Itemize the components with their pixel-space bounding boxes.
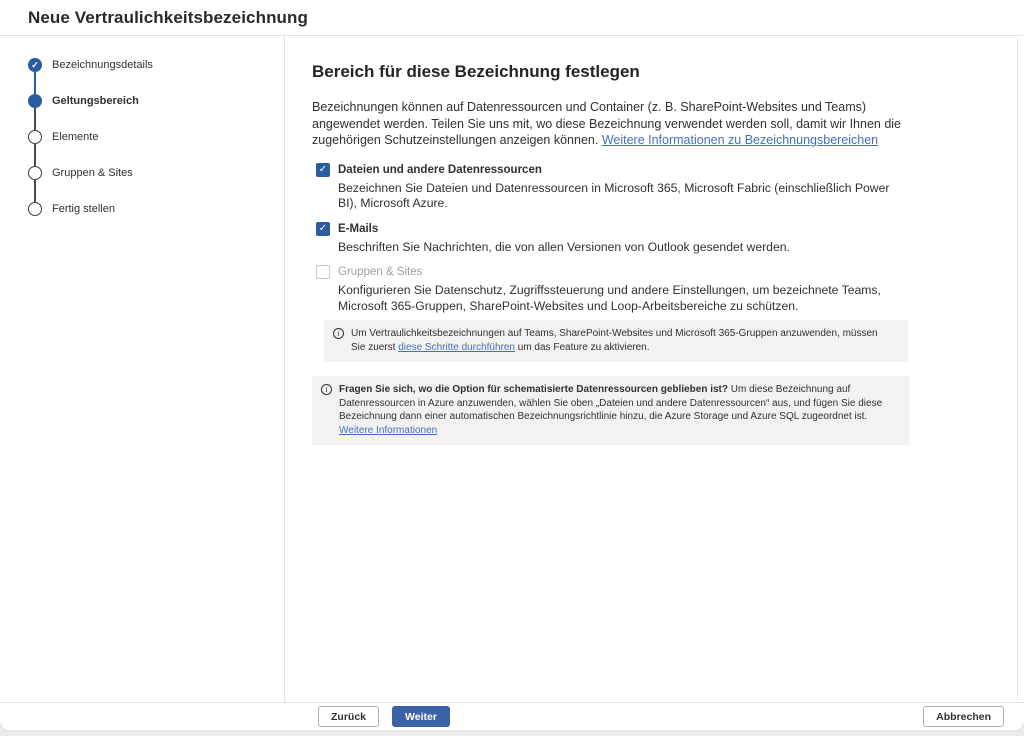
banner-text: Fragen Sie sich, wo die Option für schematisierte Datenressourcen geblieben ist? Um diese Bezeichnung auf Datenressourcen in Azure anzuwenden, wählen Sie oben „Dateien und andere Datenressourcen“ aus, und fügen Sie diese Bezeichnung dann einer automatischen Bezeichnungsrichtlinie hinzu, die Azure Storage und Azure SQL zugeordnet ist. Weitere Informationen [339,384,883,436]
option-description: Beschriften Sie Nachrichten, die von allen Versionen von Outlook gesendet werden. [338,239,790,254]
wizard-footer [0,702,1024,730]
more-info-link[interactable]: Weitere Informationen [339,424,438,436]
option-files-data-assets [316,163,909,212]
option-label: Dateien und andere Datenressourcen [338,163,542,176]
step-upcoming-icon [28,130,42,144]
groups-sites-info-banner [324,320,908,362]
info-icon: i [321,384,332,395]
dialog-header [0,0,1024,36]
enable-feature-steps-link[interactable]: diese Schritte durchführen [398,341,515,353]
checkbox-emails-checked[interactable]: ✓ [316,222,330,236]
step-completed-icon: ✓ [28,58,42,72]
back-button[interactable]: Zurück [318,706,379,727]
scrollbar-track[interactable] [1017,38,1018,700]
step-label: Bezeichnungsdetails [52,59,153,71]
step-connector [34,144,36,166]
step-connector [34,180,36,202]
schematized-assets-info-banner [312,376,909,445]
wizard-step-geltungsbereich[interactable] [28,94,284,108]
option-description: Konfigurieren Sie Datenschutz, Zugriffssteuerung und andere Einstellungen, um bezeichnete Teams, Microsoft 365-Gruppen, SharePoint-Websites und Loop-Arbeitsbereiche zu schützen. [338,283,881,313]
step-connector [34,72,36,94]
wizard-step-fertig-stellen[interactable] [28,202,284,216]
step-upcoming-icon [28,166,42,180]
option-groups-sites [316,265,909,362]
wizard-step-elemente[interactable] [28,130,284,144]
checkbox-groups-disabled [316,265,330,279]
step-label: Geltungsbereich [52,95,139,107]
scope-info-link[interactable]: Weitere Informationen zu Bezeichnungsbereichen [601,133,879,147]
next-button[interactable]: Weiter [392,706,450,727]
wizard-step-rail [0,36,285,702]
step-label: Elemente [52,131,99,143]
intro-paragraph [312,99,909,149]
intro-text: Bezeichnungen können auf Datenressourcen und Container (z. B. SharePoint-Websites und Teams) angewendet werden. Teilen Sie uns mit, wo diese Bezeichnung verwendet werden soll, damit wir Ihnen die zugehörigen Schutzeinstellungen anzeigen können. [312,100,902,147]
step-label: Fertig stellen [52,203,115,215]
option-description: Bezeichnen Sie Dateien und Datenressourcen in Microsoft 365, Microsoft Fabric (einschließlich Power BI), Microsoft Azure. [338,180,890,210]
wizard-step-gruppen-sites[interactable] [28,166,284,180]
step-label: Gruppen & Sites [52,167,133,179]
option-emails [316,222,909,256]
banner-text: Um Vertraulichkeitsbezeichnungen auf Teams, SharePoint-Websites und Microsoft 365-Gruppen anzuwenden, müssen Sie zuerst diese Schritte durchführen um das Feature zu aktivieren. [351,328,878,353]
step-upcoming-icon [28,202,42,216]
option-label: Gruppen & Sites [338,266,423,278]
checkbox-files-checked[interactable]: ✓ [316,163,330,177]
section-heading: Bereich für diese Bezeichnung festlegen [312,62,640,81]
wizard-step-bezeichnungsdetails[interactable] [28,58,284,72]
cancel-button[interactable]: Abbrechen [923,706,1004,727]
step-connector [34,108,36,130]
info-icon: i [333,328,344,339]
page-title: Neue Vertraulichkeitsbezeichnung [28,7,309,27]
main-content [285,36,1024,702]
option-label: E-Mails [338,222,379,235]
step-current-icon [28,94,42,108]
